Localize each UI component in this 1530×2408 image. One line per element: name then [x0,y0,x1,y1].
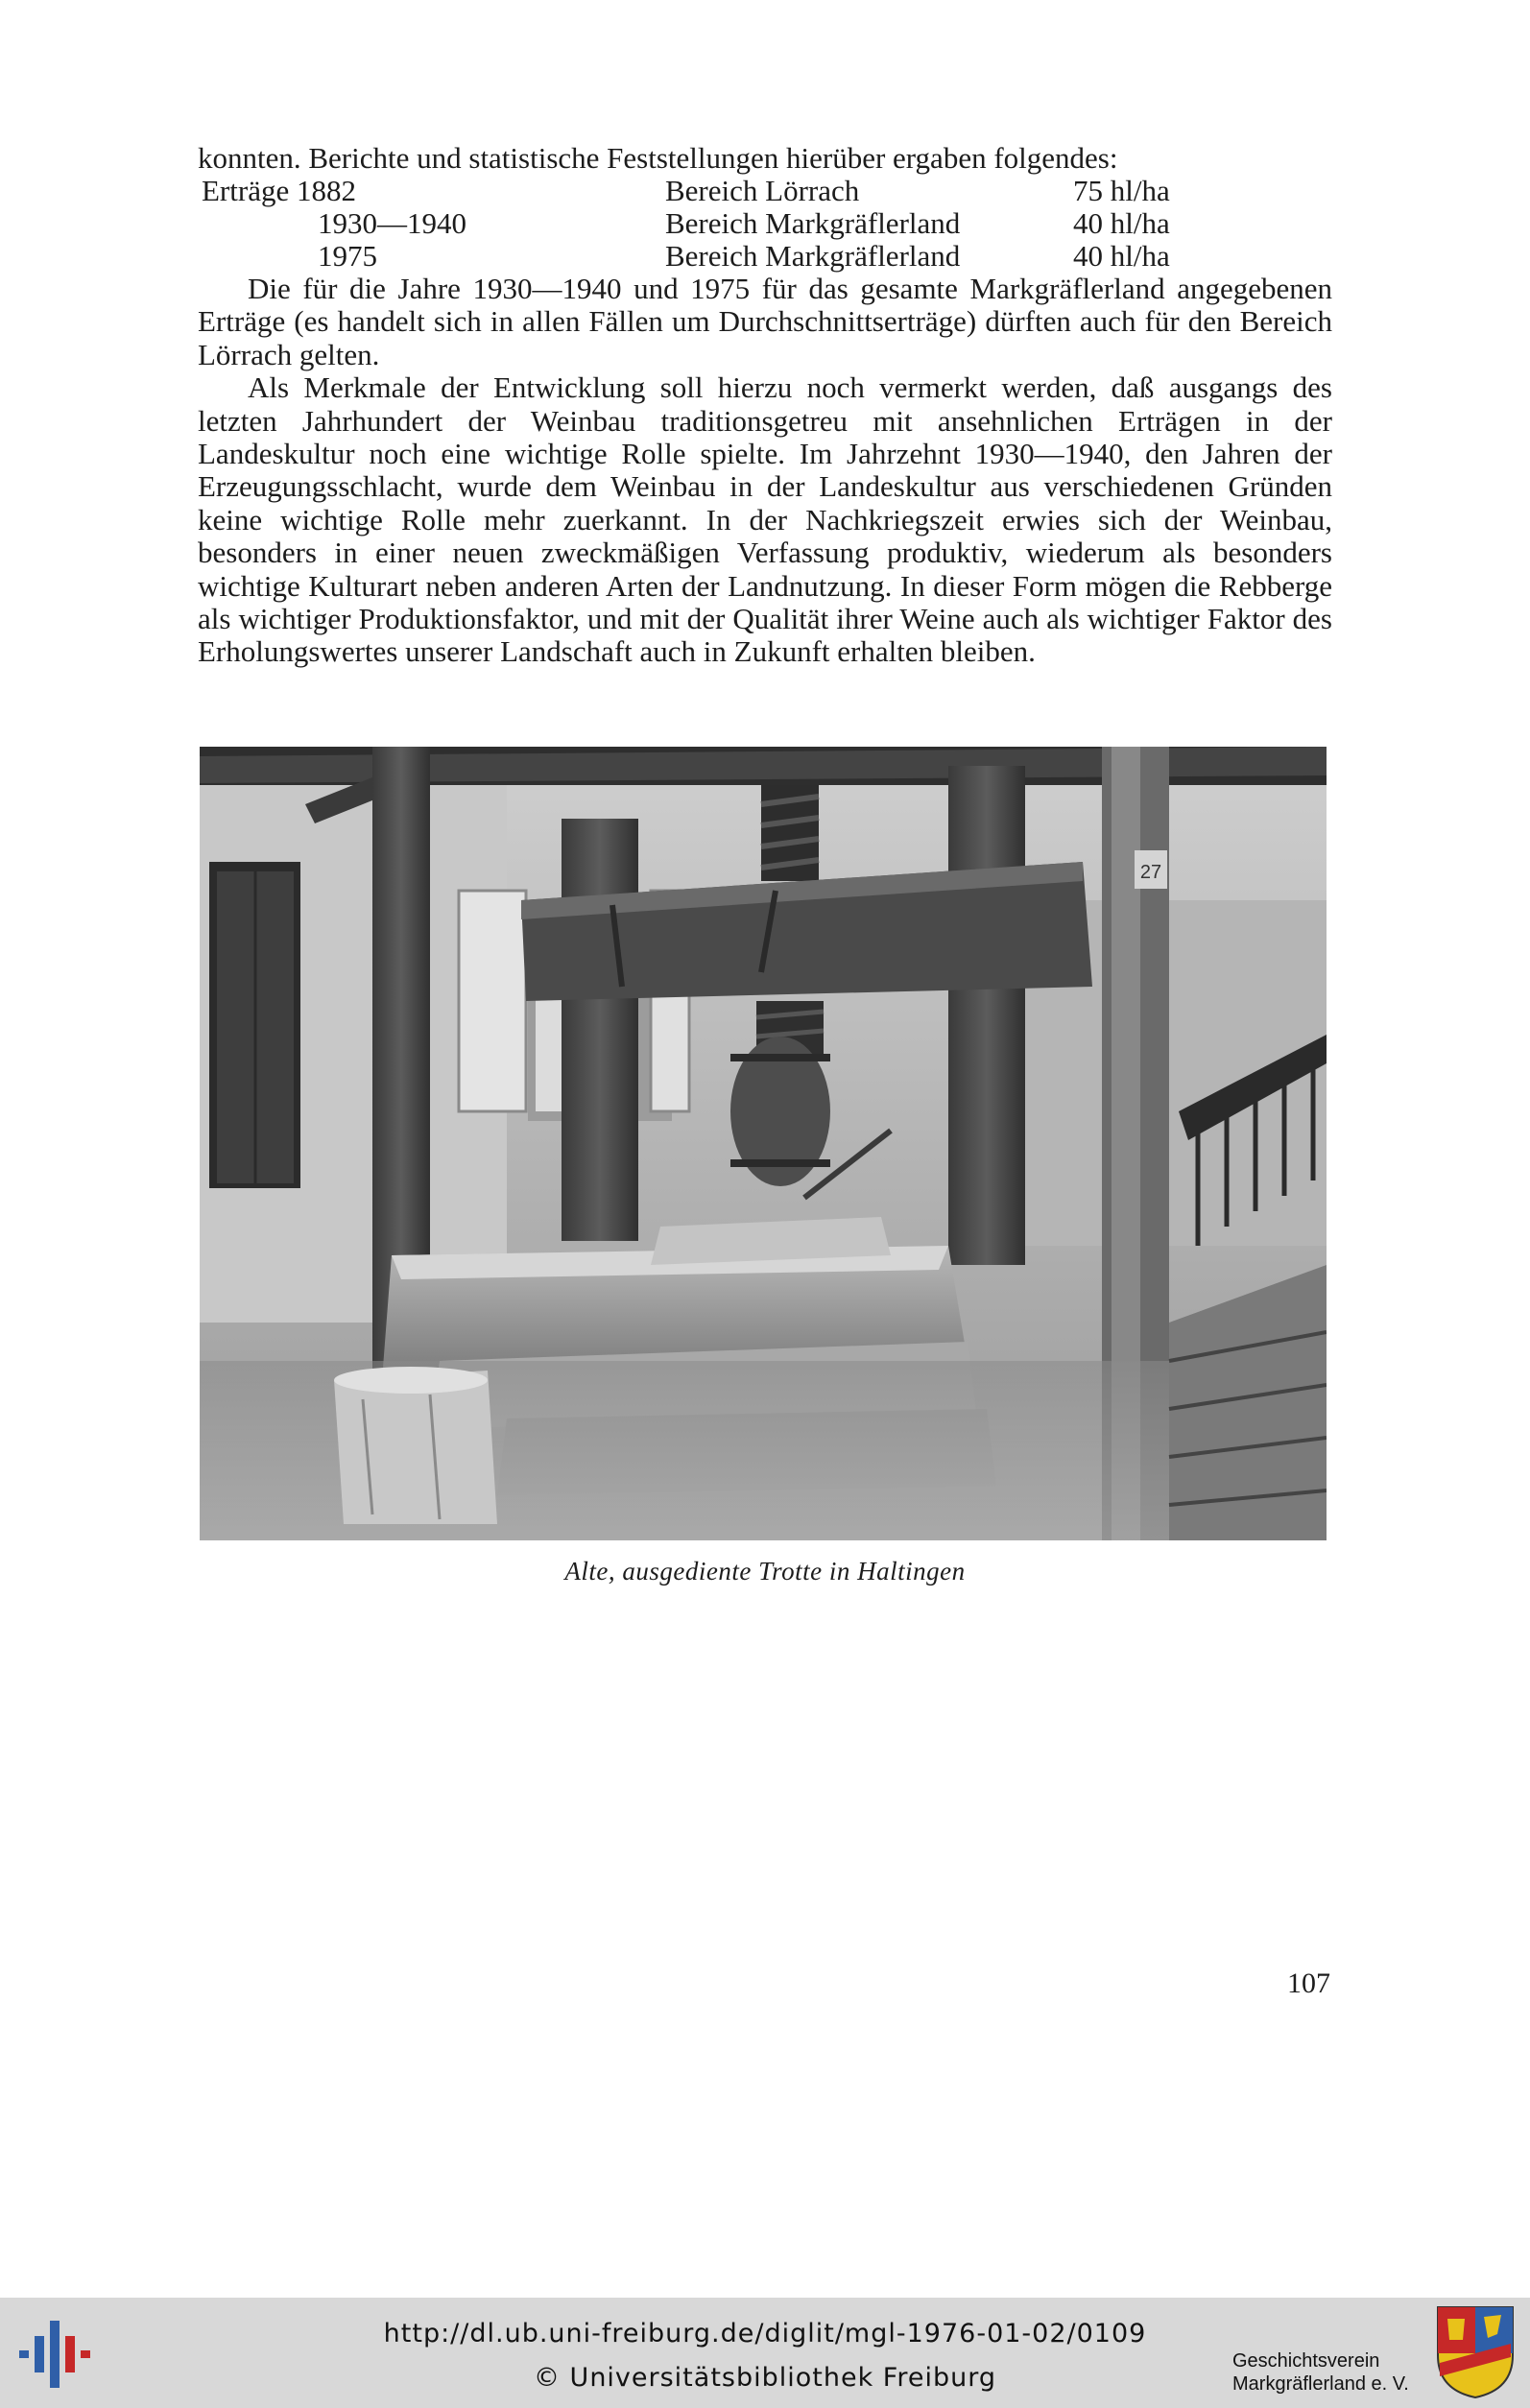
permalink-url[interactable]: http://dl.ub.uni-freiburg.de/diglit/mgl-1976-01-02/0109 [383,2319,1147,2348]
copyright-notice: © Universitätsbibliothek Freiburg [533,2363,997,2393]
yield-area: Bereich Markgräflerland [665,239,961,273]
paragraph-development: Als Merkmale der Entwicklung soll hierzu noch vermerkt werden, daß ausgangs des letzten Jahrhundert der Weinbau traditionsgetreu mit ansehnlichen Erträgen in der Landeskultur noch eine wichtige Rolle spielte. Im Jahrzehnt 1930—1940, den Jahren der Erzeugungsschlacht, wurde dem Weinbau in der Landeskultur aus verschiedenen Gründen keine wichtige Rolle mehr zuerkannt. In der Nachkriegszeit erwies sich der Weinbau, besonders in einer neuen zweckmäßigen Verfassung produktiv, wiederum als besonders wichtige Kulturart neben anderen Arten der Landnutzung. In dieser Form mögen die Rebberge als wichtiger Produktionsfaktor, und mit der Qualität ihrer Weine auch als wichtiger Faktor des Erholungswertes unserer Landschaft auch in Zukunft erhalten bleiben. [198,370,1332,669]
footer-bar [0,2298,1530,2408]
yield-area: Bereich Lörrach [665,174,860,207]
yield-table [202,175,1170,273]
yield-period: 1975 [318,239,377,273]
society-name [1232,2349,1409,2396]
intro-line: konnten. Berichte und statistische Feststellungen hierüber ergaben folgendes: [198,141,1118,175]
yield-value: 75 hl/ha [1073,174,1170,207]
yield-row [202,207,1170,240]
page-body [198,142,1332,669]
photo-caption: Alte, ausgediente Trotte in Haltingen [564,1557,966,1585]
yield-label: Erträge [202,174,290,207]
paragraph-yields-note: Die für die Jahre 1930—1940 und 1975 für das gesamte Markgräflerland angegebenen Erträge (es handelt sich in allen Fällen um Durchschnittserträge) dürften auch für den Bereich Lörrach gelten. [198,272,1332,371]
society-name-line2: Markgräflerland e. V. [1232,2373,1409,2395]
yield-area: Bereich Markgräflerland [665,206,961,240]
yield-period: Erträge 1882 [202,174,356,207]
post-number-label: 27 [1139,862,1162,883]
yield-period: 1930—1940 [318,206,466,240]
yield-value: 40 hl/ha [1073,239,1170,273]
page-number: 107 [1287,1967,1330,1999]
society-name-line1: Geschichtsverein [1232,2350,1380,2372]
yield-row [202,175,1170,207]
yield-row [202,240,1170,273]
yield-value: 40 hl/ha [1073,206,1170,240]
wine-press-photo [200,747,1327,1540]
society-crest-icon[interactable] [1436,2305,1515,2399]
